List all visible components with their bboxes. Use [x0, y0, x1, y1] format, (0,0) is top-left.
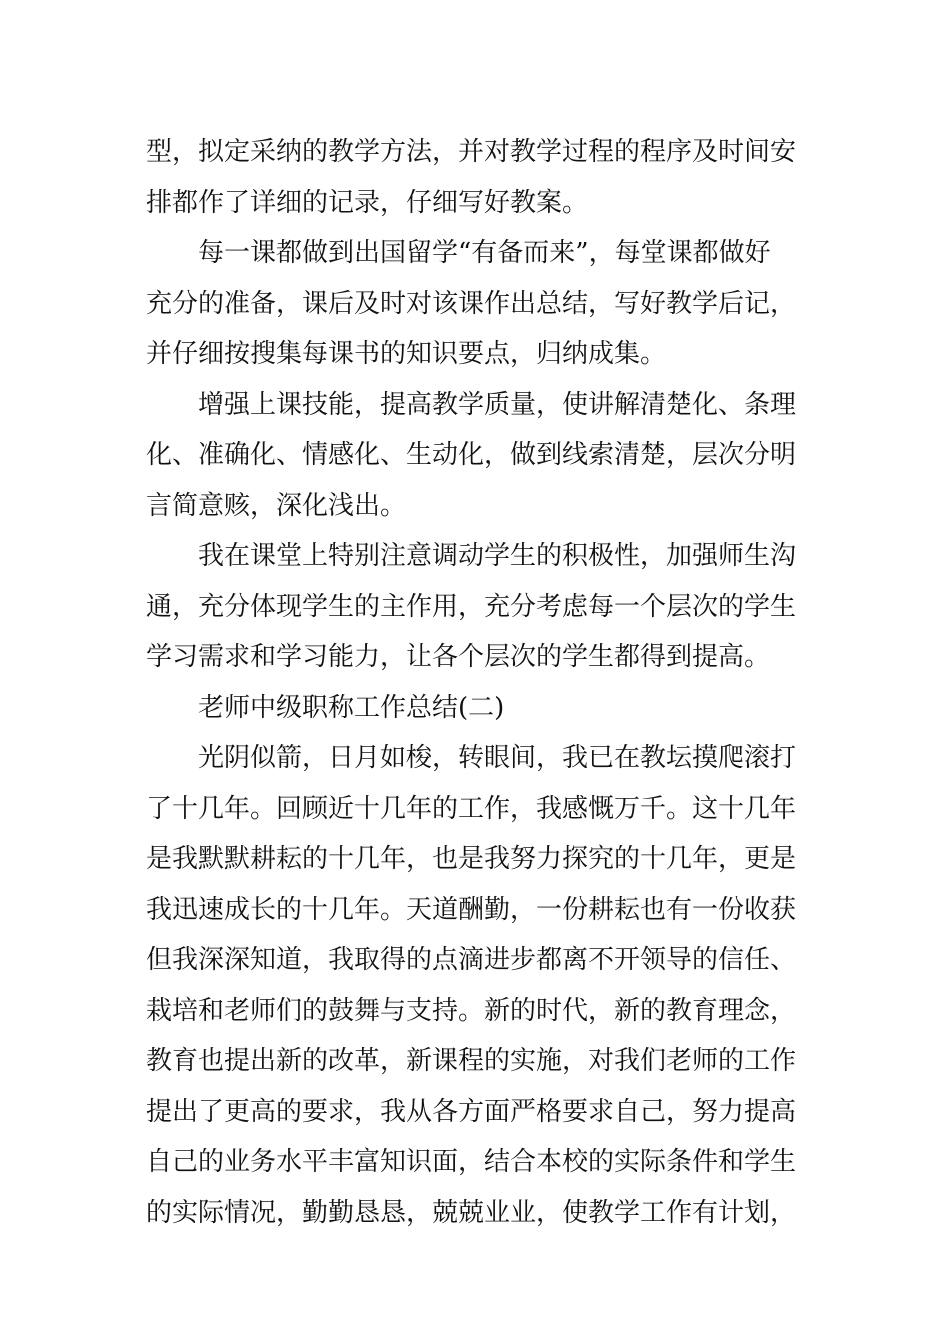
body-text: [146, 127, 806, 1238]
text-line: 的实际情况，勤勤恳恳，兢兢业业，使教学工作有计划，: [146, 1197, 797, 1228]
text-line: 但我深深知道，我取得的点滴进步都离不开领导的信任、: [146, 945, 797, 975]
text-line: 排都作了详细的记录，仔细写好教案。: [146, 187, 589, 218]
section-heading: 老师中级职称工作总结(二): [198, 692, 505, 723]
text-line: 我在课堂上特别注意调动学生的积极性，加强师生沟: [198, 541, 797, 571]
text-line: 增强上课技能，提高教学质量，使讲解清楚化、条理: [198, 389, 797, 420]
text-line: 了十几年。回顾近十几年的工作，我感慨万千。这十几年: [146, 793, 797, 824]
text-line: 每一课都做到出国留学“有备而来”，每堂课都做好: [198, 238, 771, 268]
text-line: 充分的准备，课后及时对该课作出总结，写好教学后记，: [146, 288, 797, 319]
text-line: 化、准确化、情感化、生动化，做到线索清楚，层次分明: [146, 440, 797, 470]
text-line: 型，拟定采纳的教学方法，并对教学过程的程序及时间安: [146, 137, 797, 167]
text-line: 学习需求和学习能力，让各个层次的学生都得到提高。: [146, 642, 771, 672]
text-line: 自己的业务水平丰富知识面，结合本校的实际条件和学生: [146, 1147, 797, 1177]
text-line: 言简意赅，深化浅出。: [146, 490, 407, 521]
text-line: 教育也提出新的改革，新课程的实施，对我们老师的工作: [146, 1046, 797, 1076]
text-line: 光阴似箭，日月如梭，转眼间，我已在教坛摸爬滚打: [198, 743, 797, 773]
text-line: 我迅速成长的十几年。天道酬勤，一份耕耘也有一份收获: [146, 894, 797, 925]
text-line: 提出了更高的要求，我从各方面严格要求自己，努力提高: [146, 1096, 797, 1127]
text-line: 并仔细按搜集每课书的知识要点，归纳成集。: [146, 339, 667, 369]
text-line: 是我默默耕耘的十几年，也是我努力探究的十几年，更是: [146, 844, 797, 874]
text-line: 通，充分体现学生的主作用，充分考虑每一个层次的学生: [146, 591, 797, 622]
text-line: 栽培和老师们的鼓舞与支持。新的时代，新的教育理念，: [146, 995, 797, 1026]
